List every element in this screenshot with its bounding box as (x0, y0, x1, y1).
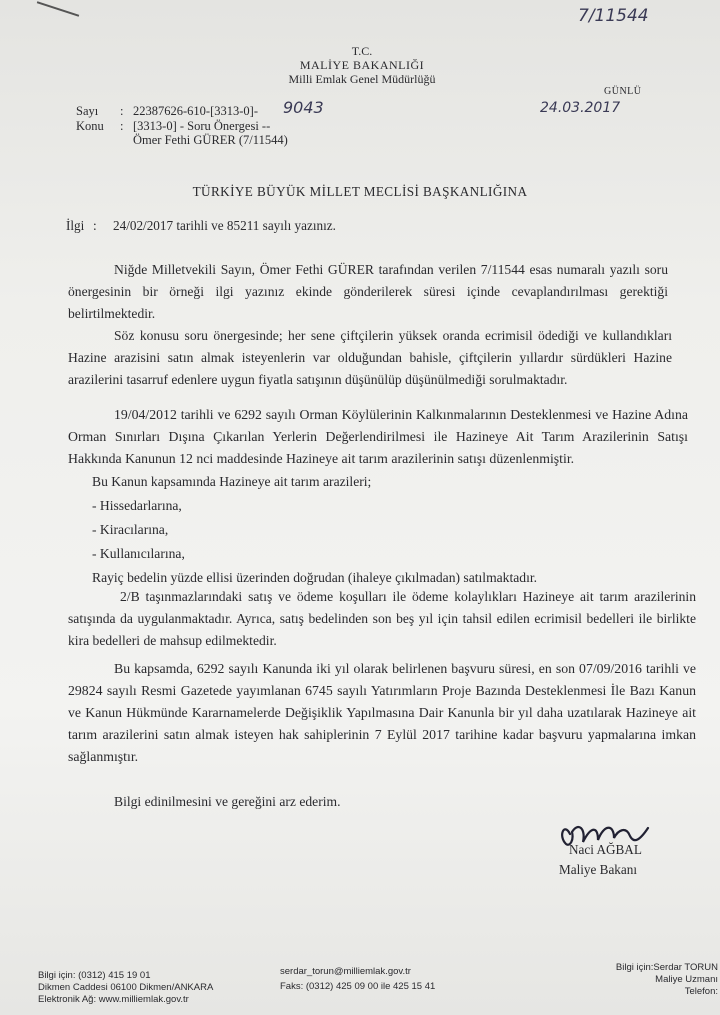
footer-telephone: Telefon: (684, 986, 718, 997)
closing: Bilgi edinilmesini ve gereğini arz ederim. (114, 794, 341, 809)
date-stamp-label: GÜNLÜ (604, 86, 642, 97)
footer-middle (280, 966, 435, 993)
ilgi-text: 24/02/2017 tarihli ve 85211 sayılı yazınız. (113, 218, 336, 233)
pen-mark (37, 1, 79, 16)
paragraph-3: 19/04/2012 tarihli ve 6292 sayılı Orman Köylülerinin Kalkınmalarının Desteklenmesi ve Hazine Adına Orman Sınırları Dışına Çıkarılan Yerlerin Değerlendirilmesi ile Hazineye Ait Tarım Arazilerinin Satışı Hakkında Kanunun 12 nci maddesinde Hazineye ait tarım arazilerinin satışı düzenlenmiştir. (68, 407, 688, 466)
header-ministry: MALİYE BAKANLIĞI (299, 58, 425, 72)
sayi-value: 22387626-610-[3313-0]- (133, 104, 258, 118)
paragraph-5: 2/B taşınmazlarındaki satış ve ödeme koşulları ile ödeme kolaylıkları Hazineye ait tarım arazilerinin satışında da uygulanmaktadır. Ayrıca, satış bedelinden son beş yıl için tahsil edilen ecrimisil bedelleri ile birlikte kira bedelleri de mahsup edilmektedir. (68, 589, 696, 648)
signatory-title: Maliye Bakanı (559, 862, 638, 877)
list-item-kiraci: - Kiracılarına, (92, 522, 169, 537)
file-note: 7/11544 (578, 6, 649, 26)
sayi-label: Sayı (76, 104, 99, 118)
konu-line1: [3313-0] - Soru Önergesi -- (133, 119, 271, 133)
footer-phone: Bilgi için: (0312) 415 19 01 (38, 970, 151, 981)
footer-email: serdar_torun@milliemlak.gov.tr (280, 966, 411, 977)
paragraph-1: Niğde Milletvekili Sayın, Ömer Fethi GÜRER tarafından verilen 7/11544 esas numaralı yazılı soru önergesinin bir örneği ilgi yazınız ekinde gönderilerek süresi içinde cevaplandırılması gerektiği belirtilmektedir. (68, 262, 668, 321)
konu-line2: Ömer Fethi GÜRER (7/11544) (133, 133, 288, 147)
ilgi-label: İlgi (66, 218, 85, 233)
footer-right (616, 962, 718, 998)
footer-fax: Faks: (0312) 425 09 00 ile 425 15 41 (280, 981, 436, 992)
konu-label: Konu (76, 119, 104, 133)
list-item-kullanici: - Kullanıcılarına, (92, 546, 185, 561)
paragraph-4-intro: Bu Kanun kapsamında Hazineye ait tarım arazileri; (92, 474, 372, 489)
sayi-handwritten: 9043 (283, 98, 324, 117)
date-stamp-value: 24.03.2017 (540, 100, 621, 116)
signatory-name: Naci AĞBAL (569, 842, 642, 857)
footer-contact-title: Maliye Uzmanı (655, 974, 718, 985)
list-item-hissedar: - Hissedarlarına, (92, 498, 182, 513)
paragraph-2: Söz konusu soru önergesinde; her sene çiftçilerin yüksek oranda ecrimisil ödediği ve kullandıkları Hazine arazisini satın almak isteyenlerin var olduğundan bahisle, çiftçilerin yıllardır sürdükleri Hazine arazilerini tasarruf edenlere uygun fiyatla satışının düşünülüp düşünülmediği sorulmaktadır. (68, 328, 672, 387)
paragraph-4-end: Rayiç bedelin yüzde ellisi üzerinden doğrudan (ihaleye çıkılmadan) satılmaktadır. (92, 570, 538, 585)
recipient: TÜRKİYE BÜYÜK MİLLET MECLİSİ BAŞKANLIĞINA (192, 184, 528, 199)
paragraph-4 (92, 471, 652, 589)
footer-web: Elektronik Ağ: www.milliemlak.gov.tr (38, 994, 189, 1005)
footer-address: Dikmen Caddesi 06100 Dikmen/ANKARA (38, 982, 214, 993)
footer-contact: Bilgi için:Serdar TORUN (615, 962, 718, 973)
letter-page: 7/11544 T.C. MALİYE BAKANLIĞI Milli Emlak Genel Müdürlüğü GÜNLÜ 24.03.2017 Sayı : 22387626-610-[3313-0]- 9043 Konu : [3313-0] - Soru Önergesi -- Ömer Fethi GÜRER (7/11544) TÜRKİYE BÜYÜK MİLLET MECLİSİ BAŞKANLIĞINA İlgi : 24/02/2017 tarihli ve 85211 sayılı yazınız. Niğde Milletvekili Sayın, Ömer Fethi GÜRER tarafından verilen 7/11544 esas numaralı yazılı soru önergesinin bir örneği ilgi yazınız ekinde gönderilerek süresi içinde cevaplandırılması gerektiği belirtilmektedir. Söz konusu soru önergesinde; her sene çiftçilerin yüksek oranda ecrimisil ödediği ve kullandıkları Hazine arazisini satın almak isteyenlerin var olduğundan bahisle, çiftçilerin yıllardır sürdükleri Hazine arazilerini tasarruf edenlere uygun fiyatla satışının düşünülüp düşünülmediği sorulmaktadır. 19/04/2012 tarihli ve 6292 sayılı Orman Köylülerinin Kalkınmalarının Desteklenmesi ve Hazine Adına Orman Sınırları Dışına Çıkarılan Yerlerin Değerlendirilmesi ile Hazineye Ait Tarım Arazilerinin Satışı Hakkında Kanunun 12 nci maddesinde Hazineye ait tarım arazilerinin satışı düzenlenmiştir. Bu Kanun kapsamında Hazineye ait tarım arazileri; - Hissedarlarına, - Kiracılarına, - Kullanıcılarına, Rayiç bedelin yüzde ellisi üzerinden doğrudan (ihaleye çıkılmadan) satılmaktadır. 2/B taşınmazlarındaki satış ve ödeme koşulları ile ödeme kolaylıkları Hazineye ait tarım arazilerinin satışında da uygulanmaktadır. Ayrıca, satış bedelinden son beş yıl için tahsil edilen ecrimisil bedelleri ile birlikte kira bedelleri de mahsup edilmektedir. Bu kapsamda, 6292 sayılı Kanunda iki yıl olarak belirlenen başvuru süresi, en son 07/09/2016 tarihli ve 29824 sayılı Resmi Gazetede yayımlanan 6745 sayılı Yatırımların Proje Bazında Desteklenmesi İle Bazı Kanun ve Kanun Hükmünde Kararnamelerde Değişiklik Yapılmasına Dair Kanunla bir yıl daha uzatılarak Hazineye ait tarım arazilerini satın almak isteyen hak sahiplerinin 7 Eylül 2017 tarihine kadar başvuru yapmalarına imkan sağlanmıştır. Bilgi edinilmesini ve gereğini arz ederim. Naci AĞBAL Maliye Bakanı Bilgi için: (0312) 415 19 01 Dikmen Caddesi 06100 Dikmen/ANKARA Elektronik Ağ: www.milliemlak.gov.tr serdar_torun@milliemlak.gov.tr Faks: (0312) 425 09 00 ile 425 15 41 Bilgi için:Serdar TORUN Maliye Uzmanı Telefon: (0, 0, 720, 1015)
header-directorate: Milli Emlak Genel Müdürlüğü (288, 72, 436, 86)
header-tc: T.C. (351, 44, 373, 58)
paragraph-6: Bu kapsamda, 6292 sayılı Kanunda iki yıl olarak belirlenen başvuru süresi, en son 07/09/2016 tarihli ve 29824 sayılı Resmi Gazetede yayımlanan 6745 sayılı Yatırımların Proje Bazında Desteklenmesi İle Bazı Kanun ve Kanun Hükmünde Kararnamelerde Değişiklik Yapılmasına Dair Kanunla bir yıl daha uzatılarak Hazineye ait tarım arazilerini satın almak isteyen hak sahiplerinin 7 Eylül 2017 tarihine kadar başvuru yapmalarına imkan sağlanmıştır. (68, 661, 696, 764)
footer-left (38, 970, 213, 1006)
